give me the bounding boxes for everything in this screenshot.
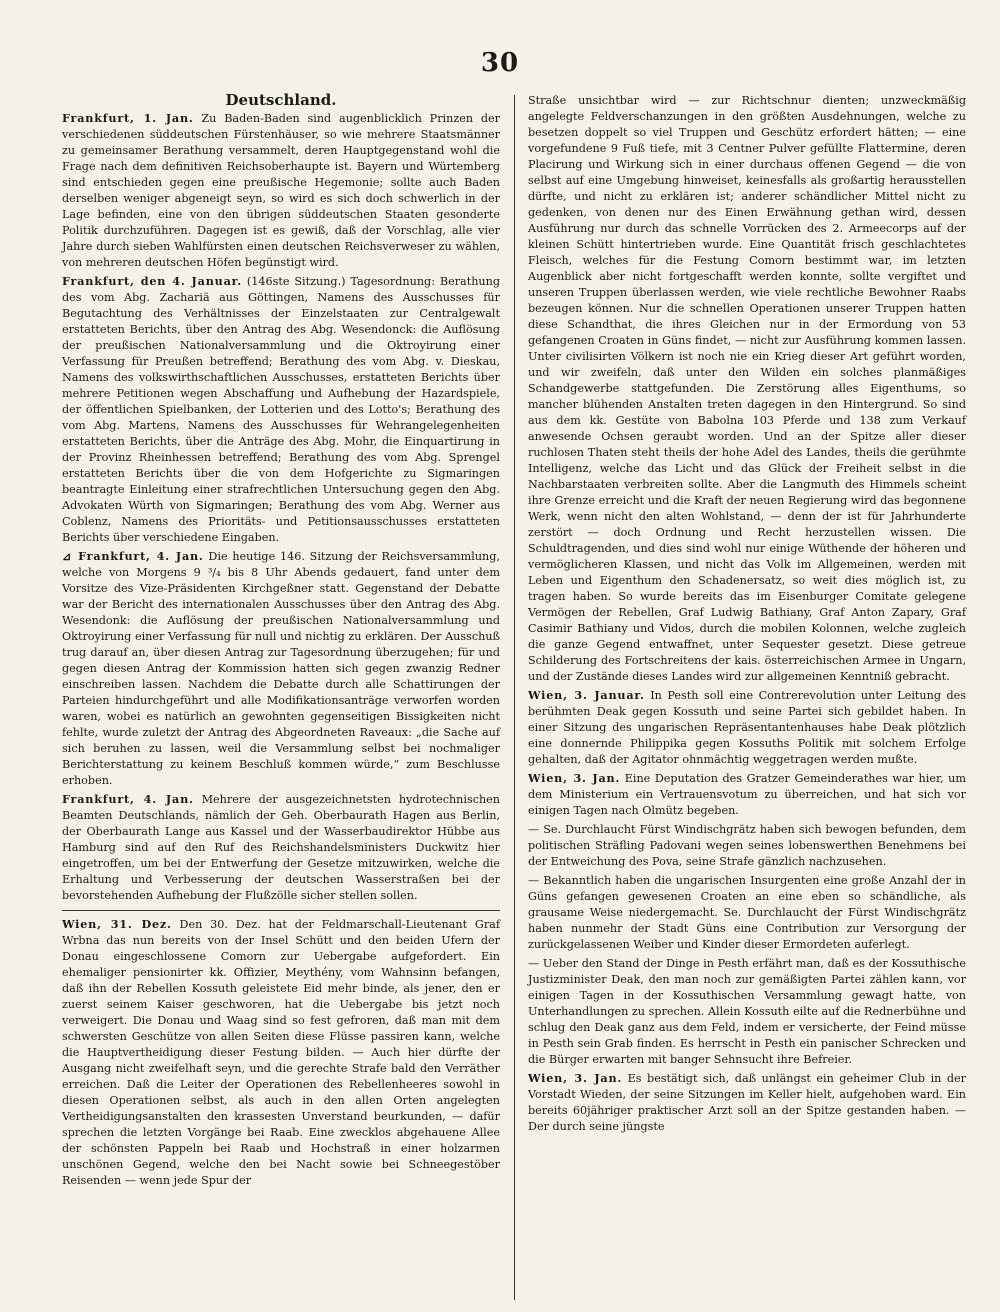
article-text: Den 30. Dez. hat der Feldmarschall-Lieutenant Graf Wrbna das nun bereits von der Insel Schütt und den beiden Ufern der Donau eingeschlossene Comorn zur Uebergabe aufgefordert. Ein ehemaliger pensionirter kk. Offizier, Meythény, vom Wahnsinn befangen, daß ihn der Rebellen Kossuth geleistete Eid mehr binde, als jener, den er zuerst seinem Kaiser geschworen, hat die Uebergabe bis jetzt noch verweigert. Die Donau und Waag sind so fest gefroren, daß man mit dem schwersten Geschütze von allen Seiten diese Flüsse passiren kann, welche die Hauptvertheidigung dieser Festung bilden. — Auch hier dürfte der Ausgang nicht zweifelhaft seyn, und die gerechte Strafe bald den Verräther erreichen. Daß die Leiter der Operationen des Rebellenheeres sowohl in diesen Operationen selbst, als auch in den allen Orten angelegten Vertheidigungsanstalten den krassesten Unverstand beurkunden, — dafür sprechen die letzten Vorgänge bei Raab. Eine zwecklos abgehauene Allee der schönsten Pappeln bei Raab und Hochstraß in einer holzarmen unschönen Gegend, welche den bei Nacht sowie bei Schneegestöber Reisenden — wenn jede Spur der <box>62 918 500 1187</box>
article-text: In Pesth soll eine Contrerevolution unter Leitung des berühmten Deak gegen Kossuth und seine Partei sich gebildet haben. In einer Sitzung des ungarischen Repräsentantenhauses habe Deak plötzlich eine donnernde Philippika gegen Kossuths Politik mit solchem Erfolge gehalten, daß der Agitator ohnmächtig weggetragen werden mußte. <box>528 689 967 766</box>
left-column <box>62 92 500 1189</box>
article-text: (146ste Sitzung.) Tagesordnung: Berathung des vom Abg. Zachariä aus Göttingen, Namens des Ausschusses für Begutachtung des Verhältnisses der Einzelstaaten zur Centralgewalt erstatteten Berichts, über den Antrag des Abg. Wesendonck: die Auflösung der preußischen Nationalversammlung und die Oktroyirung einer Verfassung für Preußen betreffend; Berathung des vom Abg. v. Dieskau, Namens des volkswirthschaftlichen Ausschusses, erstatteten Berichts über mehrere Petitionen wegen Abschaffung und Aufhebung der Hazardspiele, der öffentlichen Spielbanken, der Lotterien und des Lotto's; Berathung des vom Abg. Martens, Namens des Ausschusses für Wehrangelegenheiten erstatteten Berichts, über die Anträge des Abg. Mohr, die Einquartirung in der Provinz Rheinhessen betreffend; Berathung des vom Abg. Sprengel erstatteten Berichts über die von dem Hofgerichte zu Sigmaringen beantragte Einleitung einer strafrechtlichen Untersuchung gegen den Abg. Advokaten Würth von Sigmaringen; Berathung des vom Abg. Werner aus Coblenz, Namens des Prioritäts- und Petitionsausschusses erstatteten Berichts über verschiedene Eingaben. <box>62 275 501 544</box>
right-column <box>528 92 966 1135</box>
dateline: Wien, 31. Dez. <box>62 917 172 931</box>
dateline: Frankfurt, den 4. Januar. <box>62 274 242 288</box>
article-text: Zu Baden-Baden sind augenblicklich Prinzen der verschiedenen süddeutschen Fürstenhäuser, so wie mehrere Staatsmänner zu gemeinsamer Berathung versammelt, deren Hauptgegenstand wohl die Frage nach dem definitiven Reichsoberhaupte ist. Bayern und Würtemberg sind entschieden gegen eine preußische Hegemonie; sollte auch Baden derselben weniger abgeneigt seyn, so wird es sich doch schwerlich in der Lage befinden, eine von den übrigen süddeutschen Staaten gesonderte Politik durchzuführen. Dagegen ist es gewiß, daß der Vorschlag, alle vier Jahre durch sieben Wahlfürsten einen deutschen Reichsverweser zu wählen, von mehreren deutschen Höfen begünstigt wird. <box>62 112 500 269</box>
article-paragraph <box>62 548 500 789</box>
article-text: — Bekanntlich haben die ungarischen Insurgenten eine große Anzahl der in Güns gefangen gewesenen Croaten an eine eben so schändliche, als grausame Weise niedergemacht. Se. Durchlaucht der Fürst Windischgrätz haben nunmehr der Stadt Güns eine Contribution zur Versorgung der zurückgelassenen Weiber und Kinder dieser Ermordeten auferlegt. <box>528 874 966 951</box>
article-paragraph <box>528 687 966 768</box>
dateline: Wien, 3. Jan. <box>528 1071 623 1085</box>
dateline: Frankfurt, 4. Jan. <box>62 792 194 806</box>
article-paragraph <box>62 273 500 546</box>
article-paragraph <box>528 821 966 870</box>
column-divider <box>514 95 515 1300</box>
article-text: Straße unsichtbar wird — zur Richtschnur dienten; unzweckmäßig angelegte Feldverschanzungen in den größten Ausdehnungen, welche zu besetzen doppelt so viel Truppen und Geschütz erfordert hätten; — eine vorgefundene 9 Fuß tiefe, mit 3 Centner Pulver gefüllte Flattermine, deren Placirung und Wirkung sich in einer durchaus offenen Gegend — die von selbst auf eine Umgebung hinweiset, keinesfalls als großartig herausstellen dürfte, und nicht zu erklären ist; anderer schändlicher Mittel nicht zu gedenken, von denen nur des Einen Erwähnung gethan wird, dessen Ausführung nur durch das schnelle Vorrücken des 2. Armeecorps auf der kleinen Schütt hintertrieben wurde. Eine Quantität frisch geschlachtetes Fleisch, welches für die Festung Comorn bestimmt war, im letzten Augenblick aber nicht fortgeschafft werden konnte, sollte vergiftet und unseren Truppen überlassen werden, wie viele rechtliche Bewohner Raabs bezeugen können. Nur die schnellen Operationen unserer Truppen hatten diese Schandthat, die ihres Gleichen nur in der Ermordung von 53 gefangenen Croaten in Güns findet, — nicht zur Ausführung kommen lassen. Unter civilisirten Völkern ist noch nie ein Krieg dieser Art geführt worden, und wir zweifeln, daß unter den Wilden ein solches planmäßiges Schandgewerbe stattgefunden. Die Zerstörung alles Eigenthums, so mancher blühenden Anstalten treten dagegen in den Hintergrund. So sind aus dem kk. Gestüte von Babolna 103 Pferde und 138 zum Verkauf anwesende Ochsen geraubt worden. Und an der Spitze aller dieser ruchlosen Thaten steht theils der hohe Adel des Landes, theils die gerühmte Intelligenz, welche das Licht und das Glück der Freiheit selbst in die Nachbarstaaten verbreiten sollte. Aber die Langmuth des Himmels scheint ihre Grenze erreicht und die Kraft der neuen Regierung wird das begonnene Werk, wenn nicht den alten Wohlstand, — denn der ist für Jahrhunderte zerstört — doch Ordnung und Recht herzustellen wissen. Die Schuldtragenden, und dies sind wohl nur einige Wüthende der höheren und vermöglicheren Klassen, und nicht das Volk im Allgemeinen, werden mit Leben und Eigenthum den Schadenersatz, so weit dies möglich ist, zu tragen haben. So wurde bereits das im Eisenburger Comitate gelegene Vermögen der Rebellen, Graf Ludwig Bathiany, Graf Anton Zapary, Graf Casimir Bathiany und Vidos, durch die mobilen Kolonnen, welche zugleich die ganze Gegend entwaffnet, unter Sequester gesetzt. Diese getreue Schilderung des Fortschreitens der kais. österreichischen Armee in Ungarn, und der Zustände dieses Landes wird zur allgemeinen Kenntniß gebracht. <box>528 94 966 683</box>
section-title: Deutschland. <box>225 91 337 109</box>
article-text: — Se. Durchlaucht Fürst Windischgrätz haben sich bewogen befunden, dem politischen Sträfling Padovani wegen seines lobenswerthen Benehmens bei der Entweichung des Pova, seine Strafe gänzlich nachzusehen. <box>528 823 966 868</box>
article-text: Die heutige 146. Sitzung der Reichsversammlung, welche von Morgens 9 ³/₄ bis 8 Uhr Abends gedauert, fand unter dem Vorsitze des Vize-Präsidenten Kirchgeßner statt. Gegenstand der Debatte war der Bericht des internationalen Ausschusses über den Antrag des Abg. Wesendonk: die Auflösung der preußischen Nationalversammlung und Oktroyirung einer Verfassung für null und nichtig zu erklären. Der Ausschuß trug darauf an, über diesen Antrag zur Tagesordnung überzugehen; für und gegen diesen Antrag der Kommission hatten sich gegen zwanzig Redner einschreiben lassen. Nachdem die Debatte durch alle Schattirungen der Parteien hindurchgeführt und alle Modifikationsanträge verworfen worden waren, wobei es natürlich an gewohnten gegenseitigen Bissigkeiten nicht fehlte, wurde zuletzt der Antrag des Abgeordneten Raveaux: „die Sache auf sich beruhen zu lassen, weil die Versammlung selbst bei nochmaliger Berichterstattung zu keinem Beschluß kommen würde,“ zum Beschlusse erhoben. <box>62 550 500 787</box>
article-paragraph <box>528 1070 966 1135</box>
article-paragraph <box>528 955 966 1068</box>
article-separator <box>62 910 500 911</box>
article-paragraph <box>528 770 966 819</box>
article-text: Mehrere der ausgezeichnetsten hydrotechnischen Beamten Deutschlands, nämlich der Geh. Oberbaurath Hagen aus Berlin, der Oberbaurath Lange aus Kassel und der Wasserbaudirektor Hübbe aus Hamburg sind auf den Ruf des Reichshandelsministers Duckwitz hier eingetroffen, um bei der Entwerfung der Gesetze mitzuwirken, welche die Erhaltung und Verbesserung der deutschen Wasserstraßen bei der bevorstehenden Aufhebung der Flußzölle sicher stellen sollen. <box>62 793 500 902</box>
dateline: ⊿ Frankfurt, 4. Jan. <box>62 549 204 563</box>
dateline: Frankfurt, 1. Jan. <box>62 111 194 125</box>
article-text: Eine Deputation des Gratzer Gemeinderathes war hier, um dem Ministerium ein Vertrauensvotum zu überreichen, und hat sich vor einigen Tagen nach Olmütz begeben. <box>528 772 966 817</box>
article-paragraph <box>62 110 500 271</box>
article-paragraph <box>528 872 966 953</box>
article-group-wien <box>62 916 500 1189</box>
article-paragraph <box>62 791 500 904</box>
article-text: Es bestätigt sich, daß unlängst ein geheimer Club in der Vorstadt Wieden, der seine Sitzungen im Keller hielt, aufgehoben ward. Ein bereits 60jähriger praktischer Arzt soll an der Spitze gestanden haben. — Der durch seine jüngste <box>528 1072 966 1133</box>
dateline: Wien, 3. Jan. <box>528 771 621 785</box>
dateline: Wien, 3. Januar. <box>528 688 645 702</box>
page-number: 30 <box>480 48 520 78</box>
article-group-frankfurt <box>62 110 500 904</box>
article-paragraph <box>528 92 966 685</box>
article-paragraph <box>62 916 500 1189</box>
article-text: — Ueber den Stand der Dinge in Pesth erfährt man, daß es der Kossuthische Justizminister Deak, den man noch zur gemäßigten Partei zählen kann, vor einigen Tagen in der Kossuthischen Versammlung gewagt hatte, von Unterhandlungen zu sprechen. Allein Kossuth eilte auf die Rednerbühne und schlug den Deak ganz aus dem Feld, indem er versicherte, der Feind müsse in Pesth sein Grab finden. Es herrscht in Pesth ein panischer Schrecken und die Bürger erwarten mit banger Sehnsucht ihre Befreier. <box>528 957 966 1066</box>
